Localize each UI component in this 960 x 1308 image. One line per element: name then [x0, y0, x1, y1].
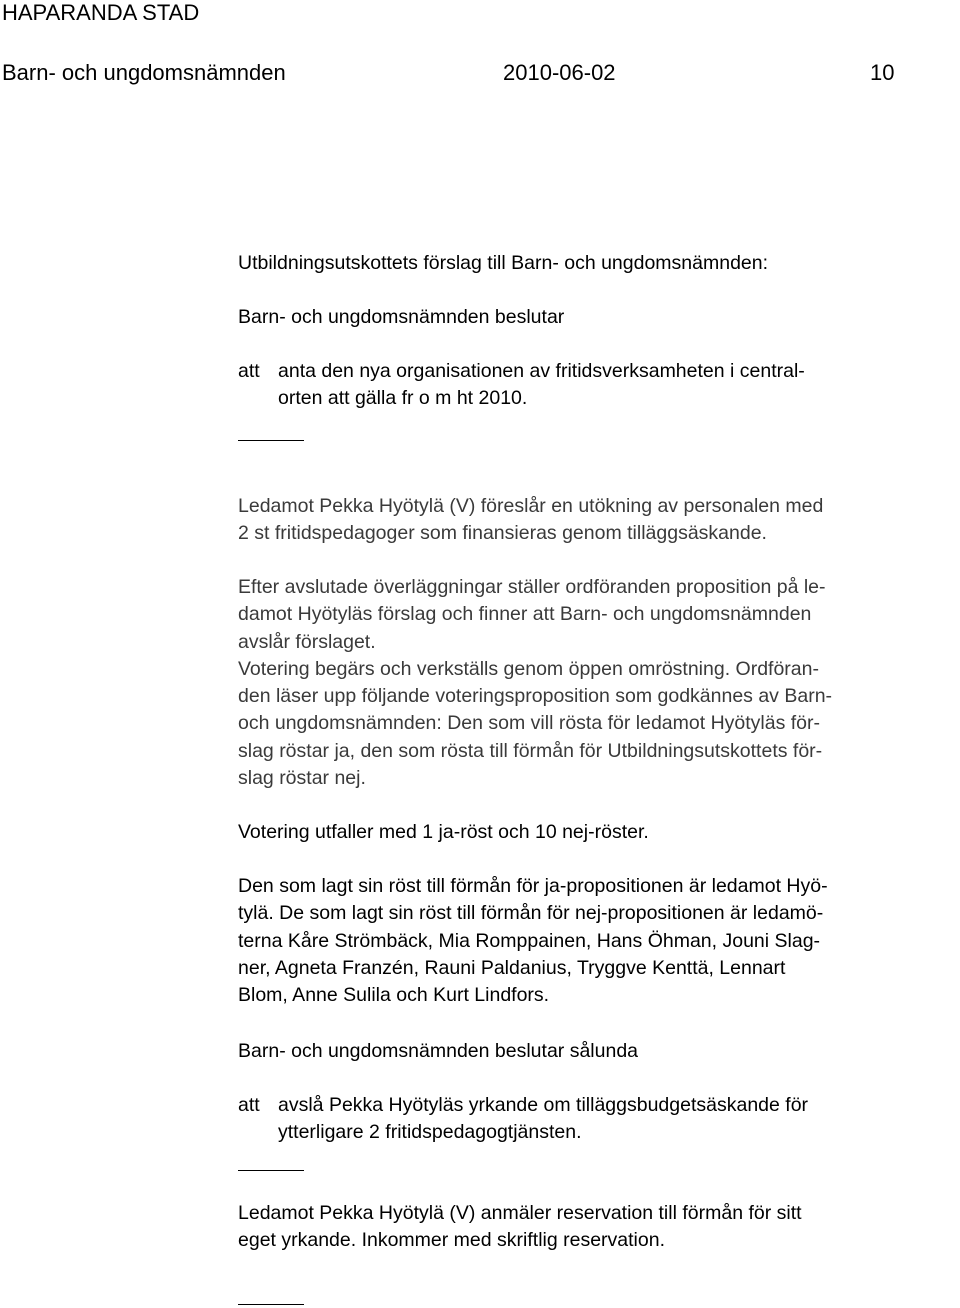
paragraph-line: den läser upp följande voteringsproposition som godkännes av Barn-	[238, 685, 833, 708]
paragraph-line: avslår förslaget.	[238, 630, 376, 653]
decision-line: avslå Pekka Hyötyläs yrkande om tilläggsbudgetsäskande för	[278, 1094, 809, 1116]
section-divider	[238, 440, 304, 441]
proposal-heading: Utbildningsutskottets förslag till Barn- och ungdomsnämnden:	[238, 252, 769, 274]
paragraph-line: terna Kåre Strömbäck, Mia Romppainen, Hans Öhman, Jouni Slag-	[238, 929, 821, 952]
att-keyword: att	[238, 1094, 260, 1116]
vote-result: Votering utfaller med 1 ja-röst och 10 nej-röster.	[238, 821, 649, 843]
decision-clause-2	[238, 1092, 958, 1148]
decision-line: ytterligare 2 fritidspedagogtjänsten.	[278, 1121, 582, 1144]
decides-heading: Barn- och ungdomsnämnden beslutar	[238, 306, 565, 328]
paragraph-line: slag röstar ja, den som rösta till förmån för Utbildningsutskottets för-	[238, 739, 823, 762]
paragraph-line: Efter avslutade överläggningar ställer ordföranden proposition på le-	[238, 576, 826, 598]
section-divider	[238, 1170, 304, 1171]
paragraph-line: Ledamot Pekka Hyötylä (V) föreslår en utökning av personalen med	[238, 495, 824, 517]
meeting-date: 2010-06-02	[503, 60, 616, 85]
decision-clause-text	[278, 1092, 808, 1147]
paragraph-line: Ledamot Pekka Hyötylä (V) anmäler reservation till förmån för sitt	[238, 1202, 802, 1224]
decides-heading-final: Barn- och ungdomsnämnden beslutar sålunda	[238, 1040, 639, 1062]
deliberation-paragraph	[238, 574, 958, 792]
paragraph-line: eget yrkande. Inkommer med skriftlig reservation.	[238, 1229, 666, 1252]
committee-name: Barn- och ungdomsnämnden	[2, 60, 286, 85]
paragraph-line: tylä. De som lagt sin röst till förmån för nej-propositionen är ledamö-	[238, 902, 824, 925]
decision-clause-text	[278, 358, 805, 413]
section-divider	[238, 1304, 304, 1305]
decision-line: orten att gälla fr o m ht 2010.	[278, 387, 528, 410]
paragraph-line: damot Hyötyläs förslag och finner att Barn- och ungdomsnämnden	[238, 603, 812, 626]
att-keyword: att	[238, 360, 260, 382]
organization-name: HAPARANDA STAD	[2, 0, 200, 25]
paragraph-line: Den som lagt sin röst till förmån för ja-propositionen är ledamot Hyö-	[238, 875, 828, 897]
paragraph-line: ner, Agneta Franzén, Rauni Paldanius, Tryggve Kenttä, Lennart	[238, 956, 786, 979]
reservation-paragraph	[238, 1200, 958, 1255]
decision-clause-1	[238, 358, 958, 414]
voters-paragraph	[238, 873, 958, 1009]
motion-paragraph	[238, 493, 958, 548]
paragraph-line: 2 st fritidspedagoger som finansieras genom tilläggsäskande.	[238, 522, 767, 545]
paragraph-line: Votering begärs och verkställs genom öppen omröstning. Ordföran-	[238, 657, 819, 680]
decision-line: anta den nya organisationen av fritidsverksamheten i central-	[278, 360, 805, 382]
paragraph-line: slag röstar nej.	[238, 767, 366, 790]
paragraph-line: och ungdomsnämnden: Den som vill rösta för ledamot Hyötyläs för-	[238, 712, 821, 735]
page-number: 10	[870, 60, 895, 85]
paragraph-line: Blom, Anne Sulila och Kurt Lindfors.	[238, 984, 550, 1007]
